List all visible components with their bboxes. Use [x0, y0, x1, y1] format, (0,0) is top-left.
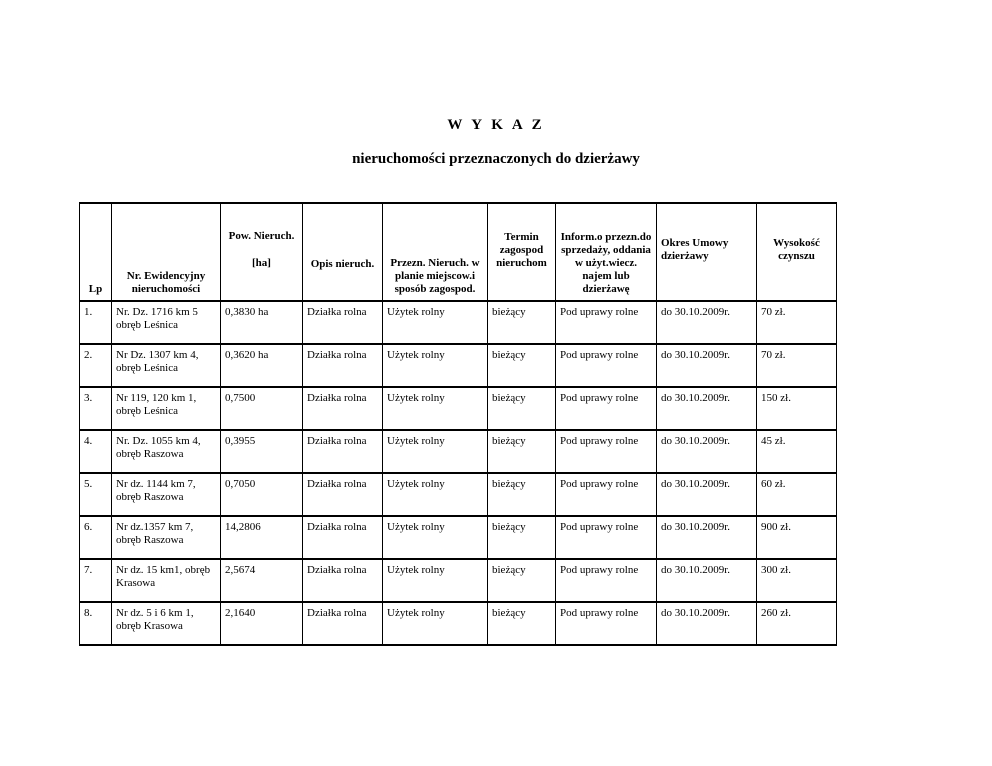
cell-termin: bieżący	[488, 344, 556, 387]
cell-nr: Nr dz. 5 i 6 km 1, obręb Krasowa	[112, 602, 221, 645]
table-row	[80, 473, 837, 516]
cell-okres: do 30.10.2009r.	[657, 559, 757, 602]
cell-inform: Pod uprawy rolne	[556, 387, 657, 430]
table-row	[80, 301, 837, 344]
cell-lp: 6.	[80, 516, 112, 559]
cell-inform: Pod uprawy rolne	[556, 559, 657, 602]
cell-okres: do 30.10.2009r.	[657, 516, 757, 559]
cell-termin: bieżący	[488, 301, 556, 344]
cell-czynsz: 900 zł.	[757, 516, 837, 559]
cell-inform: Pod uprawy rolne	[556, 473, 657, 516]
cell-przezn: Użytek rolny	[383, 344, 488, 387]
cell-nr: Nr dz.1357 km 7, obręb Raszowa	[112, 516, 221, 559]
cell-okres: do 30.10.2009r.	[657, 430, 757, 473]
cell-pow: 0,3830 ha	[221, 301, 303, 344]
cell-przezn: Użytek rolny	[383, 430, 488, 473]
cell-inform: Pod uprawy rolne	[556, 516, 657, 559]
cell-okres: do 30.10.2009r.	[657, 387, 757, 430]
cell-opis: Działka rolna	[303, 301, 383, 344]
cell-opis: Działka rolna	[303, 559, 383, 602]
cell-czynsz: 60 zł.	[757, 473, 837, 516]
table-row	[80, 344, 837, 387]
cell-lp: 2.	[80, 344, 112, 387]
cell-nr: Nr dz. 15 km1, obręb Krasowa	[112, 559, 221, 602]
cell-czynsz: 260 zł.	[757, 602, 837, 645]
cell-pow: 0,3620 ha	[221, 344, 303, 387]
cell-pow: 2,5674	[221, 559, 303, 602]
cell-pow: 14,2806	[221, 516, 303, 559]
table-row	[80, 602, 837, 645]
table-row	[80, 387, 837, 430]
header-termin: Termin zagospod nieruchom	[488, 203, 556, 301]
cell-inform: Pod uprawy rolne	[556, 301, 657, 344]
header-wysokosc-czynszu: Wysokość czynszu	[757, 203, 837, 301]
header-informacja: Inform.o przezn.do sprzedaży, oddania w użyt.wiecz. najem lub dzierżawę	[556, 203, 657, 301]
cell-nr: Nr. Dz. 1716 km 5 obręb Leśnica	[112, 301, 221, 344]
cell-czynsz: 300 zł.	[757, 559, 837, 602]
cell-przezn: Użytek rolny	[383, 602, 488, 645]
cell-nr: Nr dz. 1144 km 7, obręb Raszowa	[112, 473, 221, 516]
cell-opis: Działka rolna	[303, 473, 383, 516]
cell-inform: Pod uprawy rolne	[556, 430, 657, 473]
cell-okres: do 30.10.2009r.	[657, 344, 757, 387]
cell-lp: 4.	[80, 430, 112, 473]
cell-termin: bieżący	[488, 430, 556, 473]
cell-lp: 1.	[80, 301, 112, 344]
cell-czynsz: 150 zł.	[757, 387, 837, 430]
property-table	[79, 202, 837, 646]
header-okres-umowy: Okres Umowy dzierżawy	[657, 203, 757, 301]
cell-inform: Pod uprawy rolne	[556, 344, 657, 387]
header-powierzchnia	[221, 203, 303, 301]
cell-opis: Działka rolna	[303, 516, 383, 559]
cell-okres: do 30.10.2009r.	[657, 602, 757, 645]
header-nr-ewidencyjny: Nr. Ewidencyjny nieruchomości	[112, 203, 221, 301]
document-subtitle: nieruchomości przeznaczonych do dzierżawy	[352, 151, 640, 167]
cell-nr: Nr. Dz. 1055 km 4, obręb Raszowa	[112, 430, 221, 473]
header-lp: Lp	[80, 203, 112, 301]
header-przeznaczenie: Przezn. Nieruch. w planie miejscow.i sposób zagospod.	[383, 203, 488, 301]
header-opis: Opis nieruch.	[303, 203, 383, 301]
cell-termin: bieżący	[488, 473, 556, 516]
cell-pow: 2,1640	[221, 602, 303, 645]
document-title: W Y K A Z	[447, 117, 545, 133]
cell-czynsz: 70 zł.	[757, 344, 837, 387]
cell-przezn: Użytek rolny	[383, 516, 488, 559]
cell-opis: Działka rolna	[303, 344, 383, 387]
cell-okres: do 30.10.2009r.	[657, 301, 757, 344]
cell-lp: 5.	[80, 473, 112, 516]
cell-pow: 0,7050	[221, 473, 303, 516]
cell-termin: bieżący	[488, 516, 556, 559]
table-row	[80, 430, 837, 473]
cell-przezn: Użytek rolny	[383, 559, 488, 602]
cell-termin: bieżący	[488, 387, 556, 430]
cell-pow: 0,3955	[221, 430, 303, 473]
cell-lp: 7.	[80, 559, 112, 602]
cell-okres: do 30.10.2009r.	[657, 473, 757, 516]
table-header-row	[80, 203, 837, 301]
cell-przezn: Użytek rolny	[383, 387, 488, 430]
cell-lp: 3.	[80, 387, 112, 430]
header-pow-line1: Pow. Nieruch.	[228, 230, 295, 242]
table-row	[80, 516, 837, 559]
cell-opis: Działka rolna	[303, 387, 383, 430]
header-pow-line2: [ha]	[252, 257, 271, 269]
table-row	[80, 559, 837, 602]
cell-inform: Pod uprawy rolne	[556, 602, 657, 645]
cell-przezn: Użytek rolny	[383, 301, 488, 344]
cell-pow: 0,7500	[221, 387, 303, 430]
cell-termin: bieżący	[488, 559, 556, 602]
cell-przezn: Użytek rolny	[383, 473, 488, 516]
cell-lp: 8.	[80, 602, 112, 645]
cell-opis: Działka rolna	[303, 602, 383, 645]
cell-opis: Działka rolna	[303, 430, 383, 473]
cell-termin: bieżący	[488, 602, 556, 645]
cell-nr: Nr Dz. 1307 km 4, obręb Leśnica	[112, 344, 221, 387]
cell-czynsz: 45 zł.	[757, 430, 837, 473]
cell-nr: Nr 119, 120 km 1, obręb Leśnica	[112, 387, 221, 430]
cell-czynsz: 70 zł.	[757, 301, 837, 344]
